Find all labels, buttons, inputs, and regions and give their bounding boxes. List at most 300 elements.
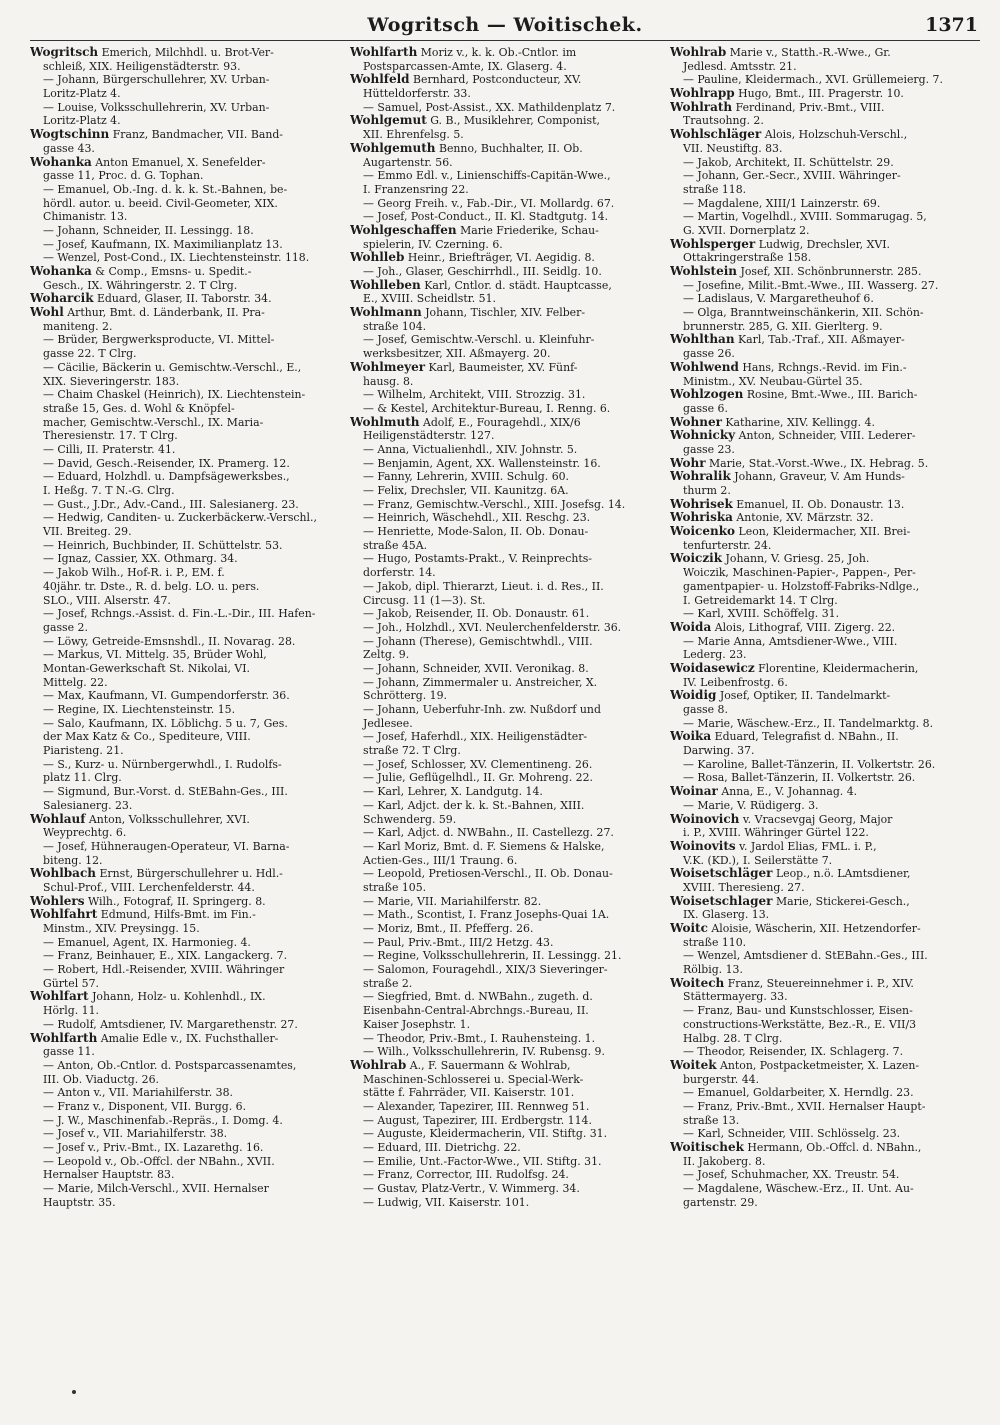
- directory-entry-line: [670, 703, 980, 717]
- entry-text: Leop., n.ö. LAmtsdiener,: [775, 867, 911, 881]
- entry-text: Ludwig, Drechsler, XVI.: [758, 237, 890, 251]
- entry-text: Benno, Buchhalter, II. Ob.: [438, 141, 583, 155]
- directory-entry-line: [350, 470, 660, 484]
- entry-text: Jedlesee.: [363, 716, 413, 730]
- entry-text: — Wilhelm, Architekt, VIII. Strozzig. 31.: [363, 388, 586, 402]
- entry-text: Emerich, Milchhdl. u. Brot-Ver-: [101, 46, 274, 59]
- directory-entry-line: [30, 73, 340, 87]
- entry-text: — Karoline, Ballet-Tänzerin, II. Volkertstr. 26.: [683, 757, 936, 771]
- directory-entry-line: [350, 279, 660, 293]
- directory-entry-line: [30, 881, 340, 895]
- directory-entry-line: [670, 1127, 980, 1141]
- directory-entry-line: [350, 429, 660, 443]
- entry-text: — Franz, Beinhauer, E., XIX. Langackerg. 7.: [43, 949, 288, 963]
- directory-entry-line: [30, 333, 340, 347]
- directory-entry-line: [670, 594, 980, 608]
- entry-text: straße 110.: [683, 935, 747, 949]
- entry-text: — Paul, Priv.-Bmt., III/2 Hetzg. 43.: [363, 935, 554, 949]
- directory-entry-line: [350, 867, 660, 881]
- entry-text: — Salo, Kaufmann, IX. Löblichg. 5 u. 7, Ges.: [43, 716, 288, 730]
- entry-text: III. Ob. Viaductg. 26.: [43, 1072, 159, 1086]
- directory-entry-line: [670, 1141, 980, 1155]
- directory-entry-line: [30, 895, 340, 909]
- entry-text: v. Jardol Elias, FML. i. P.,: [739, 839, 877, 853]
- directory-entry-line: [670, 539, 980, 553]
- directory-entry-line: [30, 142, 340, 156]
- entry-text: Eisenbahn-Central-Abrchngs.-Bureau, II.: [363, 1004, 589, 1018]
- entry-text: Maschinen-Schlosserei u. Special-Werk-: [363, 1072, 584, 1086]
- entry-text: Ferdinand, Priv.-Bmt., VIII.: [735, 100, 885, 114]
- directory-entry-line: [670, 963, 980, 977]
- entry-text: Rölbig. 13.: [683, 963, 743, 977]
- entry-text: — Felix, Drechsler, VII. Kaunitzg. 6A.: [363, 484, 569, 497]
- surname: Wohlgeschaffen: [350, 223, 457, 237]
- directory-entry-line: [670, 648, 980, 662]
- directory-entry-line: [670, 197, 980, 211]
- directory-entry-line: [670, 470, 980, 484]
- directory-entry-line: [670, 128, 980, 142]
- directory-entry-line: [350, 854, 660, 868]
- directory-entry-line: [350, 1168, 660, 1182]
- directory-entry-line: [30, 840, 340, 854]
- surname: Wohlmuth: [350, 415, 420, 429]
- entry-text: — Johann (Therese), Gemischtwhdl., VIII.: [363, 634, 593, 648]
- directory-entry-line: [670, 238, 980, 252]
- directory-entry-line: [350, 142, 660, 156]
- directory-entry-line: [30, 1018, 340, 1032]
- entry-text: — Josef v., Priv.-Bmt., IX. Lazarethg. 16.: [43, 1141, 264, 1154]
- directory-entry-line: [30, 744, 340, 758]
- directory-entry-line: [350, 936, 660, 950]
- entry-text: Johann, Holz- u. Kohlenhdl., IX.: [92, 990, 266, 1004]
- entry-text: Eduard, Glaser, II. Taborstr. 34.: [96, 292, 272, 306]
- entry-text: Gürtel 57.: [43, 976, 100, 990]
- directory-entry-line: [670, 361, 980, 375]
- entry-text: — Louise, Volksschullehrerin, XV. Urban-: [43, 100, 270, 114]
- entry-text: Loritz-Platz 4.: [43, 114, 121, 128]
- entry-text: — Josefine, Milit.-Bmt.-Wwe., III. Wasserg. 27.: [683, 278, 939, 292]
- directory-entry-line: [670, 251, 980, 265]
- directory-entry-line: [30, 676, 340, 690]
- entry-text: Jedlesd. Amtsstr. 21.: [683, 59, 797, 73]
- entry-text: — Wenzel, Post-Cond., IX. Liechtensteinstr. 118.: [43, 251, 310, 265]
- directory-entry-line: [30, 717, 340, 731]
- entry-text: — Moriz, Bmt., II. Pfefferg. 26.: [363, 922, 534, 935]
- directory-entry-line: [670, 443, 980, 457]
- entry-text: — Karl, XVIII. Schöffelg. 31.: [683, 607, 840, 621]
- directory-entry-line: [30, 375, 340, 389]
- directory-entry-line: [350, 320, 660, 334]
- entry-text: — Heinrich, Buchbinder, II. Schüttelstr. 53.: [43, 538, 283, 552]
- directory-entry-line: [350, 333, 660, 347]
- directory-entry-line: [350, 210, 660, 224]
- directory-entry-line: [350, 1141, 660, 1155]
- entry-text: — Josef, Rchngs.-Assist. d. Fin.-L.-Dir., III. Hafen-: [43, 607, 316, 621]
- directory-entry-line: [30, 183, 340, 197]
- directory-entry-line: [30, 416, 340, 430]
- entry-text: & Comp., Emsns- u. Spedit.-: [95, 265, 252, 278]
- directory-entry-line: [350, 826, 660, 840]
- entry-text: — Franz, Gemischtw.-Verschl., XIII. Josefsg. 14.: [363, 497, 626, 511]
- directory-page: [30, 10, 980, 1415]
- directory-entry-line: [350, 1073, 660, 1087]
- entry-text: Mittelg. 22.: [43, 675, 108, 689]
- entry-text: — Benjamin, Agent, XX. Wallensteinstr. 16.: [363, 456, 601, 470]
- entry-text: — Joh., Holzhdl., XVI. Neulerchenfelderstr. 36.: [363, 620, 622, 634]
- entry-text: Karl, Baumeister, XV. Fünf-: [428, 360, 578, 374]
- directory-entry-line: [670, 347, 980, 361]
- directory-entry-line: [670, 881, 980, 895]
- entry-text: Halbg. 28. T Clrg.: [683, 1031, 783, 1045]
- directory-entry-line: [670, 676, 980, 690]
- directory-entry-line: [30, 936, 340, 950]
- entry-text: 40jähr. tr. Dste., R. d. belg. LO. u. pers.: [43, 579, 260, 593]
- entry-text: Salesianerg. 23.: [43, 798, 133, 812]
- entry-text: Franz, Steuereinnehmer i. P., XIV.: [727, 976, 914, 990]
- directory-entry-line: [670, 511, 980, 525]
- entry-text: biteng. 12.: [43, 853, 103, 867]
- surname: Woika: [670, 730, 712, 744]
- entry-text: Anton Emanuel, X. Senefelder-: [95, 155, 266, 169]
- directory-entry-line: [350, 238, 660, 252]
- entry-text: — Josef, Haferhdl., XIX. Heiligenstädter-: [363, 730, 588, 744]
- entry-text: — Ignaz, Cassier, XX. Othmarg. 34.: [43, 552, 238, 566]
- entry-text: — Emanuel, Agent, IX. Harmonieg. 4.: [43, 935, 251, 949]
- directory-entry-line: [350, 375, 660, 389]
- surname: Wohlmeyer: [350, 360, 426, 374]
- surname: Wohlsperger: [670, 237, 756, 251]
- directory-entry-line: [350, 607, 660, 621]
- directory-entry-line: [350, 922, 660, 936]
- directory-entry-line: [670, 306, 980, 320]
- entry-text: — Marie Anna, Amtsdiener-Wwe., VIII.: [683, 634, 898, 648]
- entry-text: Johann, Tischler, XIV. Felber-: [425, 306, 586, 320]
- entry-text: straße 13.: [683, 1113, 740, 1127]
- directory-entry-line: [30, 758, 340, 772]
- surname: Wohner: [670, 415, 722, 429]
- entry-text: — Emmo Edl. v., Linienschiffs-Capitän-Wwe.,: [363, 169, 611, 183]
- entry-text: — Josef, Hühneraugen-Operateur, VI. Barna-: [43, 839, 290, 853]
- entry-text: E., XVIII. Scheidlstr. 51.: [363, 292, 496, 306]
- entry-text: — Magdalene, Wäschew.-Erz., II. Unt. Au-: [683, 1182, 914, 1196]
- entry-text: Loritz-Platz 4.: [43, 87, 121, 101]
- entry-text: — Gust., J.Dr., Adv.-Cand., III. Salesianerg. 23.: [43, 497, 299, 511]
- entry-text: Wilh., Fotograf, II. Springerg. 8.: [87, 894, 266, 908]
- entry-text: hausg. 8.: [363, 374, 414, 388]
- directory-entry-line: [350, 689, 660, 703]
- directory-entry-line: [670, 566, 980, 580]
- entry-text: Marie, Stickerei-Gesch.,: [775, 894, 910, 908]
- directory-entry-line: [350, 156, 660, 170]
- directory-entry-line: [670, 1059, 980, 1073]
- surname: Wohlrab: [670, 46, 727, 59]
- directory-entry-line: [670, 1018, 980, 1032]
- directory-entry-line: [350, 416, 660, 430]
- directory-entry-line: [670, 1045, 980, 1059]
- entry-text: XII. Ehrenfelsg. 5.: [363, 128, 464, 142]
- entry-text: gasse 23.: [683, 442, 735, 456]
- entry-text: thurm 2.: [683, 484, 731, 497]
- directory-entry-line: [670, 607, 980, 621]
- entry-text: — Robert, Hdl.-Reisender, XVIII. Währinger: [43, 963, 285, 977]
- entry-text: Antonie, XV. Märzstr. 32.: [736, 511, 874, 525]
- entry-text: II. Jakoberg. 8.: [683, 1154, 766, 1168]
- directory-entry-line: [350, 717, 660, 731]
- entry-text: v. Vracsevgaj Georg, Major: [742, 812, 893, 826]
- directory-entry-line: [350, 648, 660, 662]
- entry-text: der Max Katz & Co., Spediteure, VIII.: [43, 730, 251, 744]
- directory-entry-line: [30, 498, 340, 512]
- directory-entry-line: [350, 361, 660, 375]
- entry-text: burgerstr. 44.: [683, 1072, 760, 1086]
- entry-text: — Emanuel, Ob.-Ing. d. k. k. St.-Bahnen, be-: [43, 182, 288, 196]
- entry-text: Theresienstr. 17. T Clrg.: [43, 429, 178, 443]
- directory-entry-line: [350, 566, 660, 580]
- surname: Wohlfarth: [30, 1031, 98, 1045]
- entry-text: Josef, Optiker, II. Tandelmarkt-: [719, 689, 891, 703]
- directory-entry-line: [30, 635, 340, 649]
- directory-entry-line: [30, 566, 340, 580]
- surname: Woisetschlager: [670, 894, 773, 908]
- directory-entry-line: [350, 594, 660, 608]
- directory-entry-line: [350, 1182, 660, 1196]
- entry-text: Circusg. 11 (1—3). St.: [363, 593, 486, 607]
- entry-text: Aloisie, Wäscherin, XII. Hetzendorfer-: [711, 922, 921, 935]
- directory-entry-line: [670, 1073, 980, 1087]
- entry-text: Stättermayerg. 33.: [683, 990, 788, 1004]
- directory-entry-line: [30, 511, 340, 525]
- entry-text: — Max, Kaufmann, VI. Gumpendorferstr. 36.: [43, 689, 290, 703]
- directory-entry-line: [670, 388, 980, 402]
- entry-text: Weyprechtg. 6.: [43, 826, 127, 840]
- entry-text: Actien-Ges., III/1 Traung. 6.: [363, 853, 518, 867]
- surname: Wohrisek: [670, 497, 733, 511]
- page-header: [30, 10, 980, 41]
- directory-entry-line: [30, 429, 340, 443]
- directory-entry-line: [30, 361, 340, 375]
- entry-text: — Franz, Priv.-Bmt., XVII. Hernalser Haupt-: [683, 1099, 926, 1113]
- entry-text: — Karl, Schneider, VIII. Schlösselg. 23.: [683, 1127, 901, 1141]
- directory-entry-line: [670, 867, 980, 881]
- directory-entry-line: [30, 320, 340, 334]
- directory-entry-line: [30, 813, 340, 827]
- directory-entry-line: [350, 1032, 660, 1046]
- column-right: [670, 46, 980, 1209]
- directory-entry-line: [670, 1100, 980, 1114]
- entry-text: Emanuel, II. Ob. Donaustr. 13.: [736, 497, 905, 511]
- directory-entry-line: [670, 429, 980, 443]
- directory-entry-line: [30, 292, 340, 306]
- entry-text: Karl, Cntlor. d. städt. Hauptcasse,: [424, 278, 612, 292]
- directory-entry-line: [670, 977, 980, 991]
- directory-entry-line: [30, 963, 340, 977]
- entry-text: — Karl, Adjct. d. NWBahn., II. Castellezg. 27.: [363, 826, 614, 840]
- surname: Wohlstein: [670, 265, 738, 278]
- entry-text: Marie, Stat.-Vorst.-Wwe., IX. Hebrag. 5.: [709, 456, 929, 470]
- entry-text: macher, Gemischtw.-Verschl., IX. Maria-: [43, 415, 264, 429]
- entry-text: Montan-Gewerkschaft St. Nikolai, VI.: [43, 661, 251, 675]
- entry-text: — Magdalene, XIII/1 Lainzerstr. 69.: [683, 196, 881, 210]
- directory-columns: [30, 46, 980, 1209]
- directory-entry-line: [30, 949, 340, 963]
- directory-entry-line: [350, 908, 660, 922]
- directory-entry-line: [30, 867, 340, 881]
- directory-entry-line: [350, 1018, 660, 1032]
- entry-text: VII. Neustiftg. 83.: [683, 141, 783, 155]
- entry-text: Hans, Rchngs.-Revid. im Fin.-: [742, 360, 907, 374]
- surname: Wohlers: [30, 894, 85, 908]
- surname: Wohralik: [670, 470, 731, 484]
- surname: Wohlbach: [30, 867, 96, 881]
- directory-entry-line: [350, 949, 660, 963]
- entry-text: — Johann, Schneider, XVII. Veronikag. 8.: [363, 661, 589, 675]
- surname: Wohanka: [30, 155, 92, 169]
- directory-entry-line: [30, 443, 340, 457]
- entry-text: Augartenstr. 56.: [363, 155, 453, 169]
- entry-text: — Johann, Ueberfuhr-Inh. zw. Nußdorf und: [363, 703, 601, 716]
- entry-text: — Karl Moriz, Bmt. d. F. Siemens & Halske,: [363, 839, 605, 853]
- entry-text: — Brüder, Bergwerksproducte, VI. Mittel-: [43, 333, 275, 347]
- directory-entry-line: [30, 169, 340, 183]
- directory-entry-line: [30, 689, 340, 703]
- entry-text: gamentpapier- u. Holzstoff-Fabriks-Ndlge.,: [683, 579, 920, 593]
- entry-text: Chimanistr. 13.: [43, 210, 128, 224]
- surname: Woisetschläger: [670, 867, 773, 881]
- entry-text: — & Kestel, Architektur-Bureau, I. Renng. 6.: [363, 401, 611, 415]
- directory-entry-line: [670, 60, 980, 74]
- surname: Wohlleben: [350, 278, 421, 292]
- directory-entry-line: [670, 292, 980, 306]
- entry-text: straße 118.: [683, 182, 747, 196]
- surname: Woharcik: [30, 292, 94, 306]
- directory-entry-line: [350, 197, 660, 211]
- entry-text: Moriz v., k. k. Ob.-Cntlor. im: [420, 46, 577, 59]
- directory-entry-line: [30, 594, 340, 608]
- entry-text: Gesch., IX. Währingerstr. 2. T Clrg.: [43, 278, 238, 292]
- entry-text: — August, Tapezirer, III. Erdbergstr. 114.: [363, 1113, 592, 1127]
- directory-entry-line: [350, 840, 660, 854]
- directory-entry-line: [350, 977, 660, 991]
- entry-text: Katharine, XIV. Kellingg. 4.: [725, 415, 875, 429]
- entry-text: — Fanny, Lehrerin, XVIII. Schulg. 60.: [363, 470, 570, 484]
- entry-text: I. Franzensring 22.: [363, 182, 469, 196]
- surname: Woinovich: [670, 812, 740, 826]
- entry-text: — Ludwig, VII. Kaiserstr. 101.: [363, 1195, 530, 1209]
- entry-text: — Cilli, II. Praterstr. 41.: [43, 442, 176, 456]
- entry-text: — Johann, Ger.-Secr., XVIII. Währinger-: [683, 169, 901, 183]
- directory-entry-line: [30, 197, 340, 211]
- directory-entry-line: [350, 484, 660, 498]
- directory-entry-line: [670, 114, 980, 128]
- surname: Woitech: [670, 976, 725, 990]
- directory-entry-line: [350, 46, 660, 60]
- entry-text: VII. Breiteg. 29.: [43, 525, 132, 539]
- entry-text: Anton, Volksschullehrer, XVI.: [88, 812, 250, 826]
- directory-entry-line: [670, 279, 980, 293]
- entry-text: brunnerstr. 285, G. XII. Gierlterg. 9.: [683, 319, 883, 333]
- directory-entry-line: [670, 621, 980, 635]
- surname: Wohlzogen: [670, 388, 744, 402]
- entry-text: — Siegfried, Bmt. d. NWBahn., zugeth. d.: [363, 990, 593, 1004]
- directory-entry-line: [30, 1127, 340, 1141]
- surname: Wohlthan: [670, 333, 735, 347]
- entry-text: A., F. Sauermann & Wohlrab,: [409, 1058, 571, 1072]
- directory-entry-line: [30, 908, 340, 922]
- directory-entry-line: [30, 1155, 340, 1169]
- entry-text: — Eduard, Holzhdl. u. Dampfsägewerksbes.,: [43, 470, 290, 484]
- entry-text: — Emilie, Unt.-Factor-Wwe., VII. Stiftg. 31.: [363, 1154, 602, 1168]
- directory-entry-line: [670, 908, 980, 922]
- entry-text: — Emanuel, Goldarbeiter, X. Herndlg. 23.: [683, 1086, 914, 1100]
- directory-entry-line: [350, 169, 660, 183]
- directory-entry-line: [350, 621, 660, 635]
- directory-entry-line: [670, 169, 980, 183]
- directory-entry-line: [350, 580, 660, 594]
- surname: Woitc: [670, 922, 708, 935]
- entry-text: — Heinrich, Wäschehdl., XII. Reschg. 23.: [363, 511, 591, 525]
- directory-entry-line: [350, 990, 660, 1004]
- entry-text: Postsparcassen-Amte, IX. Glaserg. 4.: [363, 59, 567, 73]
- directory-entry-line: [350, 73, 660, 87]
- surname: Wohlrab: [350, 1058, 407, 1072]
- directory-entry-line: [670, 73, 980, 87]
- entry-text: Anton, Schneider, VIII. Lederer-: [738, 429, 916, 443]
- entry-text: Minstm., XIV. Preysingg. 15.: [43, 922, 200, 935]
- directory-entry-line: [670, 525, 980, 539]
- directory-entry-line: [670, 224, 980, 238]
- surname: Wohanka: [30, 265, 92, 278]
- entry-text: gasse 2.: [43, 620, 88, 634]
- entry-text: — Eduard, III. Dietrichg. 22.: [363, 1141, 521, 1154]
- directory-entry-line: [670, 662, 980, 676]
- entry-text: straße 72. T Clrg.: [363, 744, 461, 758]
- directory-entry-line: [350, 128, 660, 142]
- directory-entry-line: [350, 60, 660, 74]
- directory-entry-line: [670, 813, 980, 827]
- directory-entry-line: [670, 744, 980, 758]
- directory-entry-line: [350, 676, 660, 690]
- directory-entry-line: [670, 758, 980, 772]
- entry-text: Marie v., Statth.-R.-Wwe., Gr.: [729, 46, 891, 59]
- entry-text: — Franz, Corrector, III. Rudolfsg. 24.: [363, 1168, 569, 1182]
- entry-text: I. Getreidemarkt 14. T Clrg.: [683, 593, 838, 607]
- surname: Wohnicky: [670, 429, 736, 443]
- directory-entry-line: [670, 949, 980, 963]
- entry-text: gasse 26.: [683, 347, 735, 361]
- directory-entry-line: [350, 388, 660, 402]
- entry-text: — Wilh., Volksschullehrerin, IV. Rubensg. 9.: [363, 1045, 605, 1059]
- entry-text: — Auguste, Kleidermacherin, VII. Stiftg. 31.: [363, 1127, 608, 1141]
- directory-entry-line: [670, 265, 980, 279]
- directory-entry-line: [30, 854, 340, 868]
- directory-entry-line: [30, 1196, 340, 1210]
- entry-text: — Josef, Gemischtw.-Verschl. u. Kleinfuhr-: [363, 333, 595, 347]
- entry-text: — Josef, Kaufmann, IX. Maximilianplatz 13.: [43, 237, 283, 251]
- directory-entry-line: [30, 826, 340, 840]
- entry-text: — Leopold v., Ob.-Offcl. der NBahn., XVII.: [43, 1154, 275, 1168]
- entry-text: Karl, Tab.-Traf., XII. Aßmayer-: [738, 333, 905, 347]
- directory-entry-line: [350, 525, 660, 539]
- entry-text: IX. Glaserg. 13.: [683, 908, 770, 922]
- entry-text: IV. Leibenfrostg. 6.: [683, 675, 788, 689]
- directory-entry-line: [30, 238, 340, 252]
- directory-entry-line: [670, 689, 980, 703]
- entry-text: schleiß, XIX. Heiligenstädterstr. 93.: [43, 59, 241, 73]
- entry-text: — Jakob, Reisender, II. Ob. Donaustr. 61.: [363, 607, 590, 621]
- directory-entry-line: [350, 635, 660, 649]
- directory-entry-line: [670, 785, 980, 799]
- directory-entry-line: [350, 292, 660, 306]
